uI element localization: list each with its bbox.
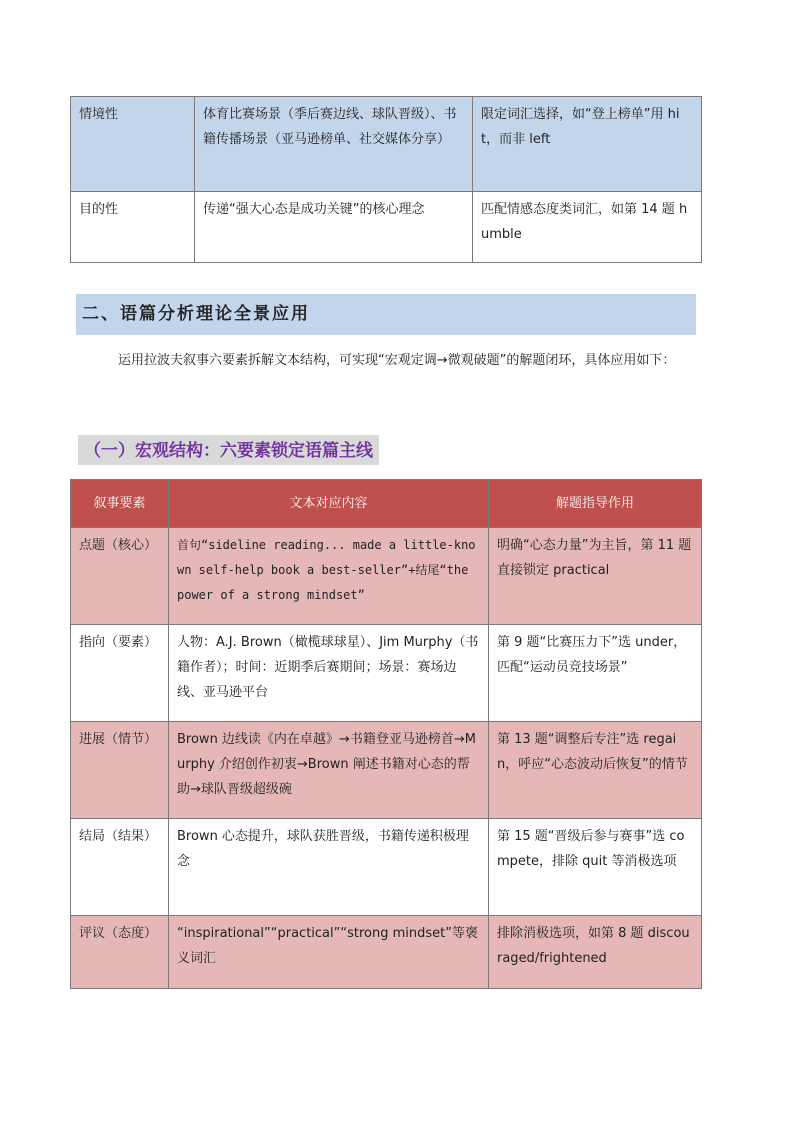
content-cell: 首句“sideline reading... made a little-known self-help book a best-seller”+结尾“the power of a strong mindset” <box>169 528 489 625</box>
guide-cell: 第 15 题“晋级后参与赛事”选 compete，排除 quit 等消极选项 <box>489 819 702 916</box>
element-cell: 指向（要素） <box>71 625 169 722</box>
element-cell: 点题（核心） <box>71 528 169 625</box>
subsection-heading: （一）宏观结构：六要素锁定语篇主线 <box>78 435 379 465</box>
element-cell: 进展（情节） <box>71 722 169 819</box>
element-cell: 评议（态度） <box>71 916 169 989</box>
column-header: 文本对应内容 <box>169 480 489 528</box>
content-cell: Brown 边线读《内在卓越》→书籍登亚马逊榜首→Murphy 介绍创作初衷→Brown 阐述书籍对心态的帮助→球队晋级超级碗 <box>169 722 489 819</box>
element-cell: 结局（结果） <box>71 819 169 916</box>
row-label: 情境性 <box>71 97 195 192</box>
row-guide: 限定词汇选择，如“登上榜单”用 hit，而非 left <box>473 97 702 192</box>
table-row <box>71 192 702 263</box>
table-row <box>71 97 702 192</box>
table-row <box>71 916 702 989</box>
guide-cell: 第 9 题“比赛压力下”选 under，匹配“运动员竞技场景” <box>489 625 702 722</box>
content-cell: Brown 心态提升，球队获胜晋级，书籍传递积极理念 <box>169 819 489 916</box>
row-guide: 匹配情感态度类词汇，如第 14 题 humble <box>473 192 702 263</box>
section-heading: 二、语篇分析理论全景应用 <box>76 294 696 335</box>
content-cell: “inspirational”“practical”“strong mindset”等褒义词汇 <box>169 916 489 989</box>
context-table <box>70 96 702 263</box>
narrative-elements-table <box>70 479 702 989</box>
column-header: 解题指导作用 <box>489 480 702 528</box>
table-row <box>71 528 702 625</box>
row-content: 体育比赛场景（季后赛边线、球队晋级）、书籍传播场景（亚马逊榜单、社交媒体分享） <box>195 97 473 192</box>
row-content: 传递“强大心态是成功关键”的核心理念 <box>195 192 473 263</box>
intro-paragraph: 运用拉波夫叙事六要素拆解文本结构，可实现“宏观定调→微观破题”的解题闭环，具体应用如下： <box>118 353 676 368</box>
guide-cell: 明确“心态力量”为主旨，第 11 题直接锁定 practical <box>489 528 702 625</box>
table-row <box>71 625 702 722</box>
column-header: 叙事要素 <box>71 480 169 528</box>
guide-cell: 第 13 题“调整后专注”选 regain，呼应“心态波动后恢复”的情节 <box>489 722 702 819</box>
guide-cell: 排除消极选项，如第 8 题 discouraged/frightened <box>489 916 702 989</box>
table-row <box>71 819 702 916</box>
table-header-row <box>71 480 702 528</box>
content-cell: 人物：A.J. Brown（橄榄球球星）、Jim Murphy（书籍作者）；时间：近期季后赛期间；场景：赛场边线、亚马逊平台 <box>169 625 489 722</box>
table-row <box>71 722 702 819</box>
row-label: 目的性 <box>71 192 195 263</box>
